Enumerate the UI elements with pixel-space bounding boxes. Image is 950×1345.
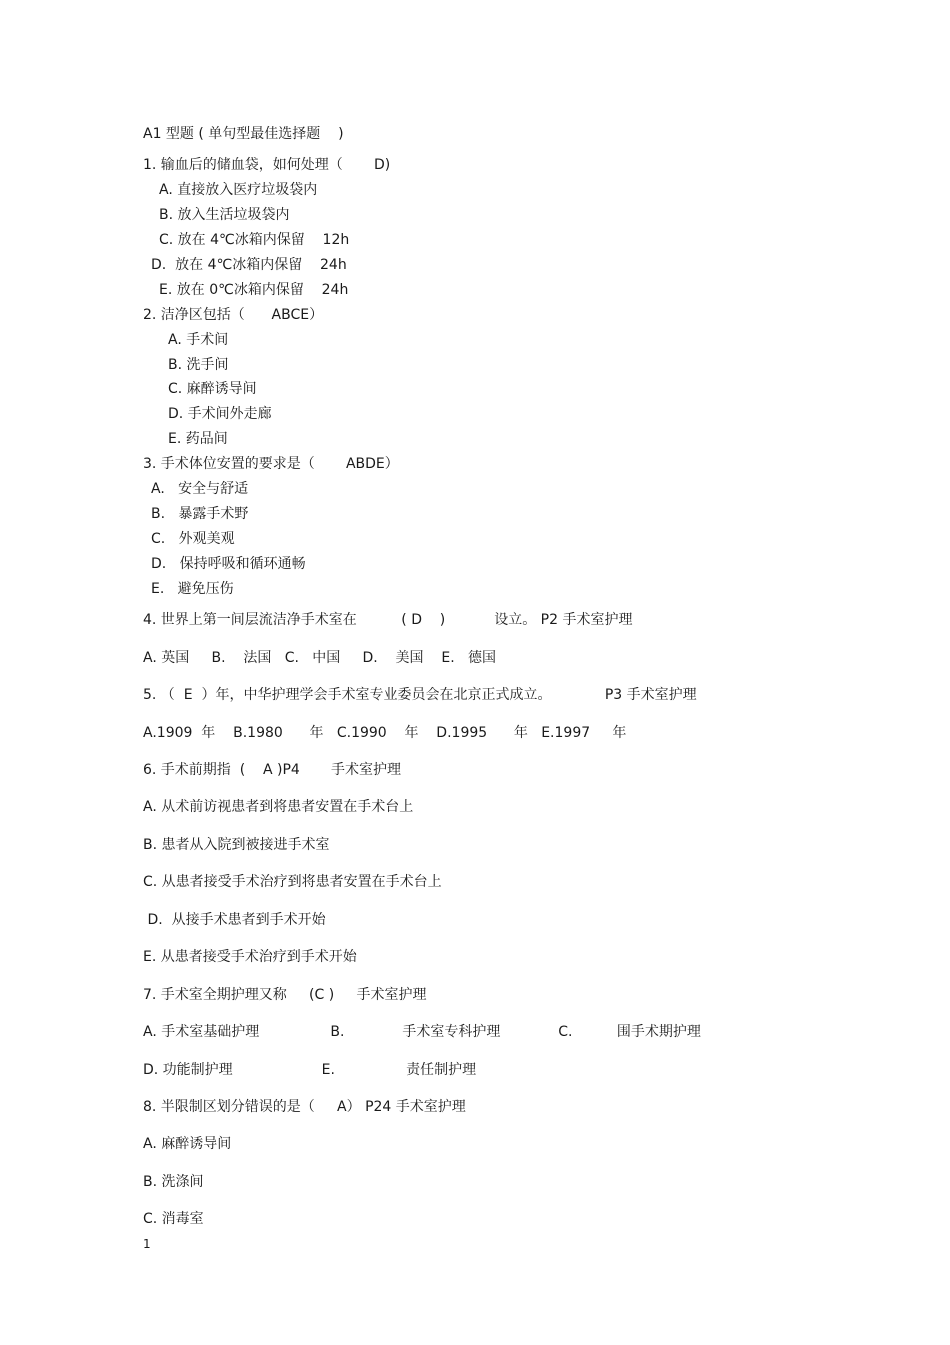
question-3-stem: 3. 手术体位安置的要求是（ ABDE） bbox=[143, 456, 399, 472]
question-8-option-c: C. 消毒室 bbox=[143, 1211, 204, 1227]
question-1-option-b: B. 放入生活垃圾袋内 bbox=[159, 207, 290, 223]
question-5-options: A.1909 年 B.1980 年 C.1990 年 D.1995 年 E.1997 年 bbox=[143, 725, 627, 741]
question-3-option-b: B. 暴露手术野 bbox=[151, 506, 249, 522]
question-1-stem: 1. 输血后的储血袋，如何处理（ D) bbox=[143, 157, 391, 173]
question-7-stem: 7. 手术室全期护理又称 (C ) 手术室护理 bbox=[143, 987, 427, 1003]
question-6-option-b: B. 患者从入院到被接进手术室 bbox=[143, 837, 330, 853]
question-6-option-d: D. 从接手术患者到手术开始 bbox=[143, 912, 326, 928]
question-8-option-a: A. 麻醉诱导间 bbox=[143, 1136, 232, 1152]
question-3-option-c: C. 外观美观 bbox=[151, 531, 235, 547]
question-1-option-d: D. 放在 4℃冰箱内保留 24h bbox=[151, 257, 347, 273]
question-2-option-e: E. 药品间 bbox=[168, 431, 228, 447]
question-3-option-a: A. 安全与舒适 bbox=[151, 481, 249, 497]
question-8-option-b: B. 洗涤间 bbox=[143, 1174, 204, 1190]
question-5-stem: 5. （ E ）年，中华护理学会手术室专业委员会在北京正式成立。 P3 手术室护理 bbox=[143, 687, 697, 703]
question-2-option-a: A. 手术间 bbox=[168, 332, 229, 348]
question-7-options-row-1: A. 手术室基础护理 B. 手术室专科护理 C. 围手术期护理 bbox=[143, 1024, 701, 1040]
question-2-option-b: B. 洗手间 bbox=[168, 357, 229, 373]
question-3-option-e: E. 避免压伤 bbox=[151, 581, 234, 597]
question-6-option-e: E. 从患者接受手术治疗到手术开始 bbox=[143, 949, 357, 965]
section-title: A1 型题 ( 单句型最佳选择题 ) bbox=[143, 126, 344, 142]
question-8-stem: 8. 半限制区划分错误的是（ A） P24 手术室护理 bbox=[143, 1099, 466, 1115]
question-6-option-a: A. 从术前访视患者到将患者安置在手术台上 bbox=[143, 799, 414, 815]
question-4-stem: 4. 世界上第一间层流洁净手术室在 ( D ) 设立。 P2 手术室护理 bbox=[143, 612, 633, 628]
question-1-option-c: C. 放在 4℃冰箱内保留 12h bbox=[159, 232, 350, 248]
question-2-option-c: C. 麻醉诱导间 bbox=[168, 381, 257, 397]
question-1-option-a: A. 直接放入医疗垃圾袋内 bbox=[159, 182, 318, 198]
question-6-stem: 6. 手术前期指 ( A )P4 手术室护理 bbox=[143, 762, 401, 778]
question-7-options-row-2: D. 功能制护理 E. 责任制护理 bbox=[143, 1062, 477, 1078]
question-2-option-d: D. 手术间外走廊 bbox=[168, 406, 272, 422]
question-1-option-e: E. 放在 0℃冰箱内保留 24h bbox=[159, 282, 349, 298]
question-4-options: A. 英国 B. 法国 C. 中国 D. 美国 E. 德国 bbox=[143, 650, 496, 666]
question-2-stem: 2. 洁净区包括（ ABCE） bbox=[143, 307, 324, 323]
question-3-option-d: D. 保持呼吸和循环通畅 bbox=[151, 556, 306, 572]
question-6-option-c: C. 从患者接受手术治疗到将患者安置在手术台上 bbox=[143, 874, 442, 890]
page-number: 1 bbox=[143, 1237, 151, 1251]
